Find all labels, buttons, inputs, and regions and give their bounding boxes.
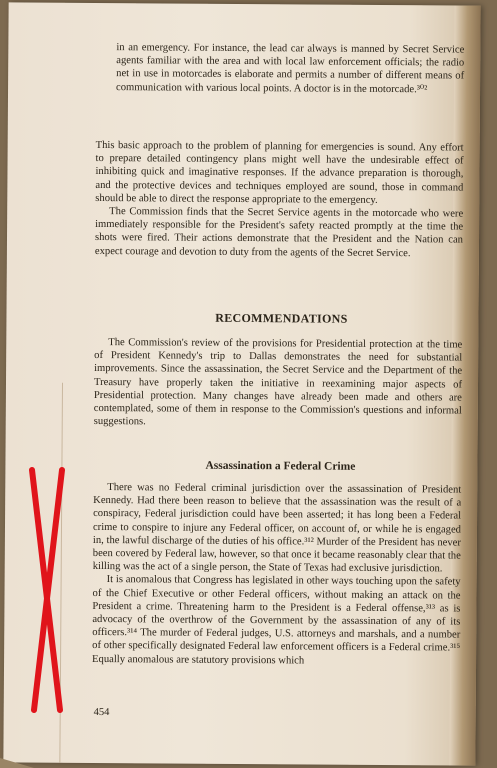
paragraph-emergency: in an emergency. For instance, the lead car always is manned by Secret Service agents familiar with the area and with local law enforcement officials; the radio net in use in motorcades is elaborate and permits a number of different means of communication with various local points. A doctor is in the motorcade.³⁰² [116, 42, 465, 95]
page-number: 454 [93, 706, 110, 719]
heading-recommendations: RECOMMENDATIONS [215, 310, 348, 326]
book-page [3, 2, 480, 765]
heading-federal-crime: Assassination a Federal Crime [205, 459, 356, 473]
red-x-mark [22, 466, 72, 714]
findings-block [95, 139, 464, 260]
recommendations-block [94, 336, 463, 431]
paragraph-commission-finds: The Commission finds that the Secret Service agents in the motorcade who were immediately responsible for the President's safety reacted promptly at the time the shots were fired. Their actions demonstrate that the President and the Nation can expect courage and devotion to duty from the agents of the Secret Service. [94, 206, 464, 259]
paragraph-basic-approach: This basic approach to the problem of planning for emergencies is sound. Any effort to prepare detailed contingency plans might well have the undesirable effect of inhibiting quick and imaginative responses. If the advance preparation is thorough, and the protective devices and techniques employed are sound, those in command should be able to direct the response appropriate to the emergency. [95, 139, 464, 206]
federal-crime-block [92, 481, 461, 668]
continuation-block [116, 41, 464, 96]
paragraph-anomalous: It is anomalous that Congress has legislated in other ways touching upon the safety of the Chief Executive or other Federal officers, without making an attack on the President a crime. Threatening harm to the President is a Federal offense,³¹³ as is advocacy of the overthrow of the Government by the assassination of any of its officers.³¹⁴ The murder of Federal judges, U.S. attorneys and marshals, and a number of other specifically designated Federal law enforcement officers is a Federal crime.³¹⁵ Equally anomalous are statutory provisions which [92, 574, 461, 667]
page-corner-fold [0, 744, 40, 768]
paragraph-no-jurisdiction: There was no Federal criminal jurisdiction over the assassination of President Kennedy. Had there been reason to believe that the assassination was the result of a conspiracy, Federal jurisdiction could have been asserted; it has long been a Federal crime to conspire to injure any Federal officer, on account of, or while he is engaged in, the lawful discharge of the duties of his office.³¹² Murder of the President has never been covered by Federal law, however, so that once it became reasonably clear that the killing was the act of a single person, the State of Texas had exclusive jurisdiction. [92, 482, 462, 575]
paragraph-recommendations: The Commission's review of the provisions for Presidential protection at the time of President Kennedy's trip to Dallas demonstrates the need for substantial improvements. Since the assassination, the Secret Service and the Department of the Treasury have properly taken the initiative in reexamining major aspects of Presidential protection. Many changes have already been made and others are contemplated, some of them in response to the Commission's questions and informal suggestions. [93, 337, 463, 428]
